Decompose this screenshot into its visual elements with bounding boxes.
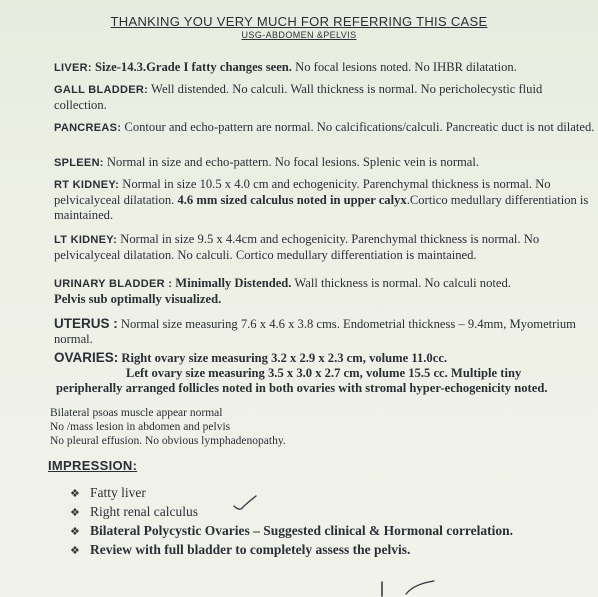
handwritten-tick-mark bbox=[232, 494, 258, 512]
liver-finding bbox=[54, 60, 596, 76]
rt-kidney-text1: Normal in size 10.5 x 4.0 cm and echogenicity. Parenchymal thickness is normal. No pelvicalyceal dilatation. bbox=[54, 177, 551, 207]
impression-heading: IMPRESSION: bbox=[48, 458, 138, 473]
misc-line: No pleural effusion. No obvious lymphadenopathy. bbox=[50, 435, 286, 447]
signature-mark bbox=[370, 578, 440, 597]
report-header bbox=[0, 14, 598, 40]
report-subtitle: USG-ABDOMEN &PELVIS bbox=[241, 30, 357, 40]
lt-kidney-text: Normal in size 9.5 x 4.4cm and echogenicity. Parenchymal thickness is normal. No pelvicalyceal dilatation. No calculi. Cortico medullary differentiation is maintained. bbox=[54, 232, 540, 262]
ovaries-finding bbox=[54, 350, 596, 396]
uterus-label: UTERUS : bbox=[54, 316, 118, 331]
pancreas-finding bbox=[54, 120, 596, 136]
rt-kidney-finding bbox=[54, 177, 596, 223]
liver-bold: Size-14.3.Grade I fatty changes seen. bbox=[95, 60, 292, 74]
spleen-text: Normal in size and echo-pattern. No focal lesions. Splenic vein is normal. bbox=[103, 155, 480, 169]
impression-item bbox=[70, 503, 513, 522]
rt-kidney-calculus: 4.6 mm sized calculus noted in upper calyx bbox=[177, 193, 407, 207]
report-title: THANKING YOU VERY MUCH FOR REFERRING THIS CASE bbox=[110, 14, 488, 29]
ovaries-label: OVARIES: bbox=[54, 350, 119, 365]
ovaries-line1: Right ovary size measuring 3.2 x 2.9 x 2.3 cm, volume 11.0cc. bbox=[118, 351, 448, 365]
urinary-bladder-text: Wall thickness is normal. No calculi noted. bbox=[291, 276, 511, 290]
rt-kidney-label: RT KIDNEY: bbox=[54, 179, 120, 191]
pancreas-text: Contour and echo-pattern are normal. No calcifications/calculi. Pancreatic duct is not dilated. bbox=[121, 120, 595, 134]
spleen-label: SPLEEN: bbox=[54, 157, 104, 169]
uterus-text: Normal size measuring 7.6 x 4.6 x 3.8 cms. Endometrial thickness – 9.4mm, Myometrium normal. bbox=[54, 317, 576, 346]
impression-item bbox=[70, 522, 513, 541]
misc-line: No /mass lesion in abdomen and pelvis bbox=[50, 421, 231, 433]
misc-findings bbox=[50, 406, 596, 448]
impression-item bbox=[70, 484, 513, 503]
ovaries-line2: Left ovary size measuring 3.5 x 3.0 x 2.7 cm, volume 15.5 cc. Multiple tiny bbox=[126, 366, 522, 380]
impression-item bbox=[70, 541, 513, 560]
urinary-bladder-bold: Minimally Distended. bbox=[172, 276, 292, 290]
gall-bladder-text: Well distended. No calculi. Wall thickness is normal. No pericholecystic fluid collection. bbox=[54, 82, 543, 112]
gall-bladder-label: GALL BLADDER: bbox=[54, 84, 149, 96]
urinary-bladder-label: URINARY BLADDER : bbox=[54, 278, 173, 290]
impression-text: Review with full bladder to completely assess the pelvis. bbox=[90, 542, 411, 557]
bullet-icon: ❖ bbox=[70, 507, 80, 519]
pancreas-label: PANCREAS: bbox=[54, 122, 122, 134]
gall-bladder-finding bbox=[54, 82, 596, 113]
impression-text: Right renal calculus bbox=[90, 504, 198, 519]
impression-list bbox=[70, 484, 513, 560]
bullet-icon: ❖ bbox=[70, 545, 80, 557]
ovaries-line3: peripherally arranged follicles noted in both ovaries with stromal hyper-echogenicity noted. bbox=[56, 381, 548, 395]
liver-label: LIVER: bbox=[54, 62, 92, 74]
impression-text: Bilateral Polycystic Ovaries – Suggested clinical & Hormonal correlation. bbox=[90, 523, 514, 538]
uterus-finding bbox=[54, 316, 596, 347]
bullet-icon: ❖ bbox=[70, 526, 80, 538]
spleen-finding bbox=[54, 155, 596, 171]
misc-line: Bilateral psoas muscle appear normal bbox=[50, 407, 223, 419]
lt-kidney-label: LT KIDNEY: bbox=[54, 234, 118, 246]
rt-kidney-text2: .Cortico medullary differentiation is maintained. bbox=[54, 193, 589, 222]
liver-text: No focal lesions noted. No IHBR dilatation. bbox=[291, 60, 517, 74]
lt-kidney-finding bbox=[54, 232, 596, 263]
urinary-bladder-finding bbox=[54, 276, 596, 307]
pelvis-note: Pelvis sub optimally visualized. bbox=[54, 292, 222, 306]
bullet-icon: ❖ bbox=[70, 488, 80, 500]
impression-text: Fatty liver bbox=[90, 485, 146, 500]
